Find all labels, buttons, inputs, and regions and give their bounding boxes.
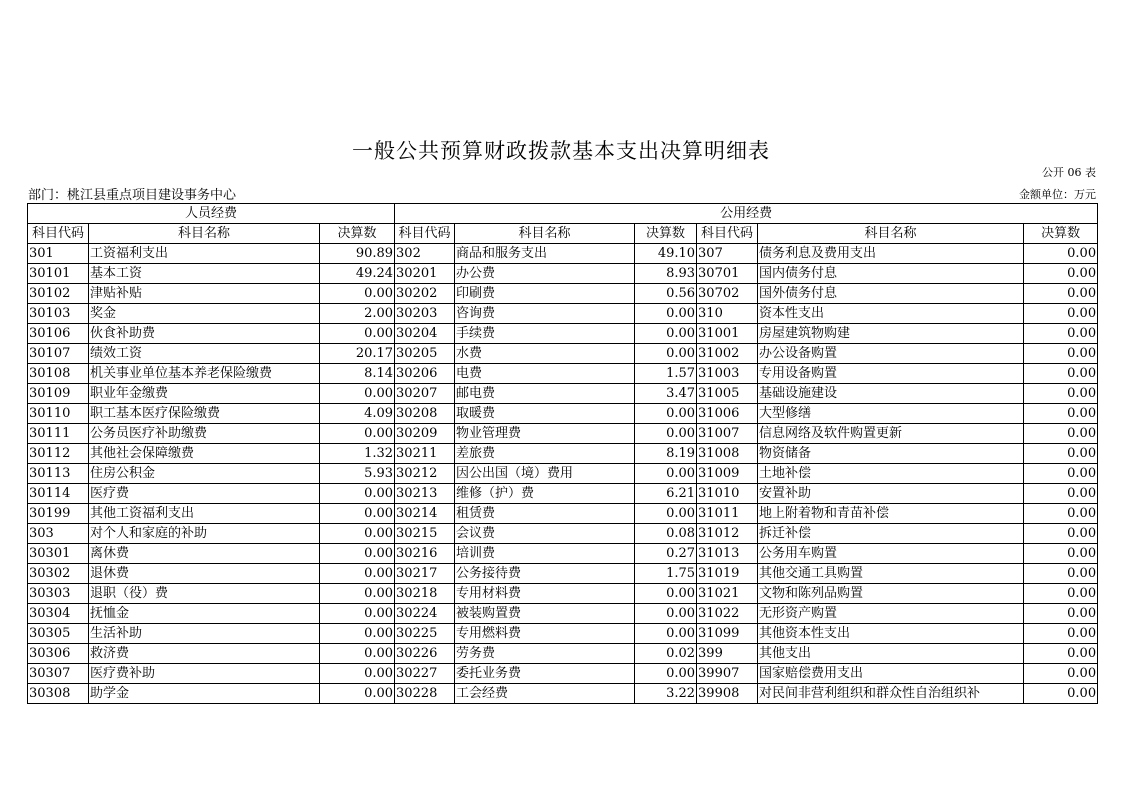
public2-code-cell: 31021 (697, 584, 758, 604)
personnel-code-cell: 301 (28, 244, 89, 264)
public-group-header: 公用经费 (395, 204, 1098, 224)
public2-code-cell: 39908 (697, 684, 758, 704)
personnel-code-cell: 30103 (28, 304, 89, 324)
public-amount-cell: 0.00 (635, 344, 697, 364)
public2-name-cell: 大型修缮 (758, 404, 1024, 424)
public-amount-cell: 0.00 (635, 324, 697, 344)
public2-name-cell: 其他资本性支出 (758, 624, 1024, 644)
public2-amount-cell: 0.00 (1024, 444, 1098, 464)
public-amount-cell: 0.00 (635, 304, 697, 324)
public-code-cell: 30201 (395, 264, 455, 284)
public2-amount-cell: 0.00 (1024, 524, 1098, 544)
public-name-cell: 取暖费 (455, 404, 635, 424)
public2-code-cell: 39907 (697, 664, 758, 684)
public-amount-cell: 0.00 (635, 584, 697, 604)
personnel-amount-cell: 0.00 (320, 664, 395, 684)
personnel-code-cell: 30110 (28, 404, 89, 424)
public2-name-cell: 其他交通工具购置 (758, 564, 1024, 584)
personnel-name-cell: 助学金 (89, 684, 320, 704)
public2-code-cell: 31002 (697, 344, 758, 364)
table-row (28, 684, 1098, 704)
public2-code-cell: 30701 (697, 264, 758, 284)
personnel-name-cell: 医疗费补助 (89, 664, 320, 684)
personnel-amount-cell: 0.00 (320, 684, 395, 704)
personnel-amount-cell: 0.00 (320, 484, 395, 504)
public-amount-cell: 3.47 (635, 384, 697, 404)
personnel-code-cell: 30111 (28, 424, 89, 444)
table-row (28, 324, 1098, 344)
public2-name-cell: 国家赔偿费用支出 (758, 664, 1024, 684)
table-row (28, 644, 1098, 664)
personnel-name-cell: 奖金 (89, 304, 320, 324)
public2-amount-cell: 0.00 (1024, 384, 1098, 404)
public2-name-cell: 国内债务付息 (758, 264, 1024, 284)
public2-amount-cell: 0.00 (1024, 624, 1098, 644)
public-amount-cell: 0.00 (635, 624, 697, 644)
public-code-cell: 30212 (395, 464, 455, 484)
personnel-code-cell: 30107 (28, 344, 89, 364)
public-code-cell: 30228 (395, 684, 455, 704)
personnel-amount-cell: 4.09 (320, 404, 395, 424)
public-amount-cell: 0.00 (635, 464, 697, 484)
public2-code-cell: 31009 (697, 464, 758, 484)
table-row (28, 484, 1098, 504)
page-title: 一般公共预算财政拨款基本支出决算明细表 (352, 139, 770, 163)
col-header-amount: 决算数 (1024, 224, 1098, 244)
personnel-amount-cell: 0.00 (320, 524, 395, 544)
public-code-cell: 30214 (395, 504, 455, 524)
public-code-cell: 30208 (395, 404, 455, 424)
public2-code-cell: 31010 (697, 484, 758, 504)
col-header-amount: 决算数 (635, 224, 697, 244)
department-label: 部门：桃江县重点项目建设事务中心 (28, 188, 237, 203)
public-name-cell: 差旅费 (455, 444, 635, 464)
public2-code-cell: 31099 (697, 624, 758, 644)
public2-amount-cell: 0.00 (1024, 644, 1098, 664)
personnel-group-header: 人员经费 (28, 204, 395, 224)
personnel-amount-cell: 0.00 (320, 564, 395, 584)
personnel-code-cell: 30302 (28, 564, 89, 584)
public2-amount-cell: 0.00 (1024, 584, 1098, 604)
personnel-amount-cell: 0.00 (320, 324, 395, 344)
public2-name-cell: 债务利息及费用支出 (758, 244, 1024, 264)
public2-amount-cell: 0.00 (1024, 404, 1098, 424)
public-name-cell: 公务接待费 (455, 564, 635, 584)
table-row (28, 344, 1098, 364)
public-code-cell: 30225 (395, 624, 455, 644)
public-code-cell: 30215 (395, 524, 455, 544)
personnel-name-cell: 职工基本医疗保险缴费 (89, 404, 320, 424)
col-header-code: 科目代码 (28, 224, 89, 244)
public2-code-cell: 31008 (697, 444, 758, 464)
public2-code-cell: 31006 (697, 404, 758, 424)
public2-name-cell: 房屋建筑物购建 (758, 324, 1024, 344)
public-code-cell: 30206 (395, 364, 455, 384)
public2-name-cell: 公务用车购置 (758, 544, 1024, 564)
personnel-amount-cell: 1.32 (320, 444, 395, 464)
public2-name-cell: 资本性支出 (758, 304, 1024, 324)
table-row (28, 444, 1098, 464)
table-row (28, 404, 1098, 424)
public-code-cell: 30217 (395, 564, 455, 584)
personnel-amount-cell: 5.93 (320, 464, 395, 484)
table-row (28, 284, 1098, 304)
personnel-amount-cell: 8.14 (320, 364, 395, 384)
public-code-cell: 30202 (395, 284, 455, 304)
public2-amount-cell: 0.00 (1024, 304, 1098, 324)
group-header-row (28, 204, 1098, 224)
personnel-name-cell: 退休费 (89, 564, 320, 584)
personnel-name-cell: 机关事业单位基本养老保险缴费 (89, 364, 320, 384)
personnel-name-cell: 职业年金缴费 (89, 384, 320, 404)
public2-name-cell: 安置补助 (758, 484, 1024, 504)
col-header-code: 科目代码 (697, 224, 758, 244)
public-amount-cell: 1.57 (635, 364, 697, 384)
expenditure-detail-table (27, 203, 1098, 704)
public-amount-cell: 0.00 (635, 504, 697, 524)
public-name-cell: 办公费 (455, 264, 635, 284)
public2-code-cell: 31001 (697, 324, 758, 344)
public-amount-cell: 0.00 (635, 404, 697, 424)
personnel-name-cell: 退职（役）费 (89, 584, 320, 604)
public-code-cell: 30213 (395, 484, 455, 504)
public2-amount-cell: 0.00 (1024, 284, 1098, 304)
public-amount-cell: 0.00 (635, 424, 697, 444)
personnel-amount-cell: 0.00 (320, 584, 395, 604)
public2-amount-cell: 0.00 (1024, 264, 1098, 284)
column-header-row (28, 224, 1098, 244)
public2-code-cell: 31022 (697, 604, 758, 624)
personnel-amount-cell: 90.89 (320, 244, 395, 264)
personnel-name-cell: 其他社会保障缴费 (89, 444, 320, 464)
public-name-cell: 手续费 (455, 324, 635, 344)
public2-name-cell: 地上附着物和青苗补偿 (758, 504, 1024, 524)
col-header-name: 科目名称 (758, 224, 1024, 244)
public-name-cell: 邮电费 (455, 384, 635, 404)
public2-name-cell: 无形资产购置 (758, 604, 1024, 624)
personnel-name-cell: 基本工资 (89, 264, 320, 284)
table-row (28, 564, 1098, 584)
public2-code-cell: 31013 (697, 544, 758, 564)
personnel-code-cell: 30113 (28, 464, 89, 484)
public-code-cell: 30211 (395, 444, 455, 464)
personnel-code-cell: 30106 (28, 324, 89, 344)
public-amount-cell: 0.08 (635, 524, 697, 544)
public2-code-cell: 31012 (697, 524, 758, 544)
table-row (28, 264, 1098, 284)
table-row (28, 524, 1098, 544)
public-name-cell: 咨询费 (455, 304, 635, 324)
personnel-name-cell: 绩效工资 (89, 344, 320, 364)
public-name-cell: 印刷费 (455, 284, 635, 304)
public2-code-cell: 30702 (697, 284, 758, 304)
public-code-cell: 30205 (395, 344, 455, 364)
public2-amount-cell: 0.00 (1024, 464, 1098, 484)
public-code-cell: 30218 (395, 584, 455, 604)
personnel-name-cell: 其他工资福利支出 (89, 504, 320, 524)
public-amount-cell: 1.75 (635, 564, 697, 584)
personnel-name-cell: 津贴补贴 (89, 284, 320, 304)
public2-amount-cell: 0.00 (1024, 424, 1098, 444)
public-name-cell: 电费 (455, 364, 635, 384)
public-code-cell: 30227 (395, 664, 455, 684)
personnel-name-cell: 对个人和家庭的补助 (89, 524, 320, 544)
public-name-cell: 培训费 (455, 544, 635, 564)
personnel-amount-cell: 20.17 (320, 344, 395, 364)
public-code-cell: 30216 (395, 544, 455, 564)
public2-code-cell: 31011 (697, 504, 758, 524)
personnel-name-cell: 生活补助 (89, 624, 320, 644)
public-name-cell: 被装购置费 (455, 604, 635, 624)
public-amount-cell: 49.10 (635, 244, 697, 264)
public2-name-cell: 专用设备购置 (758, 364, 1024, 384)
public2-amount-cell: 0.00 (1024, 604, 1098, 624)
public-amount-cell: 8.19 (635, 444, 697, 464)
personnel-amount-cell: 0.00 (320, 624, 395, 644)
form-number: 公开 06 表 (1042, 166, 1096, 179)
personnel-code-cell: 30101 (28, 264, 89, 284)
public-name-cell: 委托业务费 (455, 664, 635, 684)
public2-name-cell: 基础设施建设 (758, 384, 1024, 404)
public2-name-cell: 信息网络及软件购置更新 (758, 424, 1024, 444)
public2-amount-cell: 0.00 (1024, 684, 1098, 704)
public2-code-cell: 307 (697, 244, 758, 264)
personnel-code-cell: 30109 (28, 384, 89, 404)
public2-amount-cell: 0.00 (1024, 564, 1098, 584)
col-header-amount: 决算数 (320, 224, 395, 244)
public-code-cell: 30204 (395, 324, 455, 344)
personnel-name-cell: 伙食补助费 (89, 324, 320, 344)
personnel-amount-cell: 0.00 (320, 504, 395, 524)
personnel-name-cell: 医疗费 (89, 484, 320, 504)
public-name-cell: 维修（护）费 (455, 484, 635, 504)
public2-code-cell: 31019 (697, 564, 758, 584)
table-row (28, 624, 1098, 644)
public-code-cell: 30209 (395, 424, 455, 444)
personnel-code-cell: 30102 (28, 284, 89, 304)
public2-code-cell: 399 (697, 644, 758, 664)
public2-name-cell: 物资储备 (758, 444, 1024, 464)
public-name-cell: 工会经费 (455, 684, 635, 704)
public2-code-cell: 31003 (697, 364, 758, 384)
public2-name-cell: 对民间非营利组织和群众性自治组织补 (758, 684, 1024, 704)
public-amount-cell: 8.93 (635, 264, 697, 284)
personnel-amount-cell: 0.00 (320, 544, 395, 564)
amount-unit-label: 金额单位：万元 (1019, 188, 1096, 201)
col-header-code: 科目代码 (395, 224, 455, 244)
table-row (28, 364, 1098, 384)
public2-amount-cell: 0.00 (1024, 504, 1098, 524)
public-amount-cell: 3.22 (635, 684, 697, 704)
public-amount-cell: 0.02 (635, 644, 697, 664)
personnel-code-cell: 30114 (28, 484, 89, 504)
personnel-name-cell: 工资福利支出 (89, 244, 320, 264)
public2-amount-cell: 0.00 (1024, 344, 1098, 364)
public-name-cell: 租赁费 (455, 504, 635, 524)
public-code-cell: 30207 (395, 384, 455, 404)
personnel-amount-cell: 0.00 (320, 644, 395, 664)
public-amount-cell: 0.00 (635, 604, 697, 624)
personnel-name-cell: 救济费 (89, 644, 320, 664)
personnel-code-cell: 30303 (28, 584, 89, 604)
personnel-code-cell: 30301 (28, 544, 89, 564)
public2-name-cell: 土地补偿 (758, 464, 1024, 484)
public2-code-cell: 310 (697, 304, 758, 324)
public-name-cell: 会议费 (455, 524, 635, 544)
public2-amount-cell: 0.00 (1024, 484, 1098, 504)
public-name-cell: 专用材料费 (455, 584, 635, 604)
public-name-cell: 商品和服务支出 (455, 244, 635, 264)
personnel-name-cell: 离休费 (89, 544, 320, 564)
public-amount-cell: 0.56 (635, 284, 697, 304)
col-header-name: 科目名称 (455, 224, 635, 244)
personnel-code-cell: 30304 (28, 604, 89, 624)
table-row (28, 504, 1098, 524)
public2-amount-cell: 0.00 (1024, 244, 1098, 264)
public-name-cell: 专用燃料费 (455, 624, 635, 644)
table-row (28, 584, 1098, 604)
public2-name-cell: 其他支出 (758, 644, 1024, 664)
public2-name-cell: 办公设备购置 (758, 344, 1024, 364)
public-name-cell: 因公出国（境）费用 (455, 464, 635, 484)
personnel-amount-cell: 0.00 (320, 284, 395, 304)
public-code-cell: 302 (395, 244, 455, 264)
personnel-code-cell: 30108 (28, 364, 89, 384)
public-amount-cell: 6.21 (635, 484, 697, 504)
personnel-code-cell: 303 (28, 524, 89, 544)
table-row (28, 424, 1098, 444)
public-amount-cell: 0.27 (635, 544, 697, 564)
table-row (28, 464, 1098, 484)
public2-code-cell: 31007 (697, 424, 758, 444)
public2-amount-cell: 0.00 (1024, 664, 1098, 684)
table-row (28, 244, 1098, 264)
public2-code-cell: 31005 (697, 384, 758, 404)
col-header-name: 科目名称 (89, 224, 320, 244)
personnel-code-cell: 30306 (28, 644, 89, 664)
public-name-cell: 物业管理费 (455, 424, 635, 444)
personnel-amount-cell: 0.00 (320, 384, 395, 404)
public-code-cell: 30224 (395, 604, 455, 624)
table-row (28, 384, 1098, 404)
public2-name-cell: 国外债务付息 (758, 284, 1024, 304)
public2-name-cell: 拆迁补偿 (758, 524, 1024, 544)
public-name-cell: 劳务费 (455, 644, 635, 664)
public-amount-cell: 0.00 (635, 664, 697, 684)
public2-amount-cell: 0.00 (1024, 364, 1098, 384)
personnel-name-cell: 抚恤金 (89, 604, 320, 624)
personnel-amount-cell: 2.00 (320, 304, 395, 324)
public2-amount-cell: 0.00 (1024, 544, 1098, 564)
personnel-amount-cell: 49.24 (320, 264, 395, 284)
personnel-name-cell: 公务员医疗补助缴费 (89, 424, 320, 444)
personnel-code-cell: 30199 (28, 504, 89, 524)
personnel-amount-cell: 0.00 (320, 424, 395, 444)
public2-name-cell: 文物和陈列品购置 (758, 584, 1024, 604)
public-code-cell: 30226 (395, 644, 455, 664)
personnel-code-cell: 30307 (28, 664, 89, 684)
table-row (28, 304, 1098, 324)
table-row (28, 544, 1098, 564)
personnel-amount-cell: 0.00 (320, 604, 395, 624)
public-code-cell: 30203 (395, 304, 455, 324)
public-name-cell: 水费 (455, 344, 635, 364)
public2-amount-cell: 0.00 (1024, 324, 1098, 344)
personnel-code-cell: 30305 (28, 624, 89, 644)
personnel-code-cell: 30112 (28, 444, 89, 464)
personnel-name-cell: 住房公积金 (89, 464, 320, 484)
personnel-code-cell: 30308 (28, 684, 89, 704)
table-row (28, 664, 1098, 684)
table-row (28, 604, 1098, 624)
